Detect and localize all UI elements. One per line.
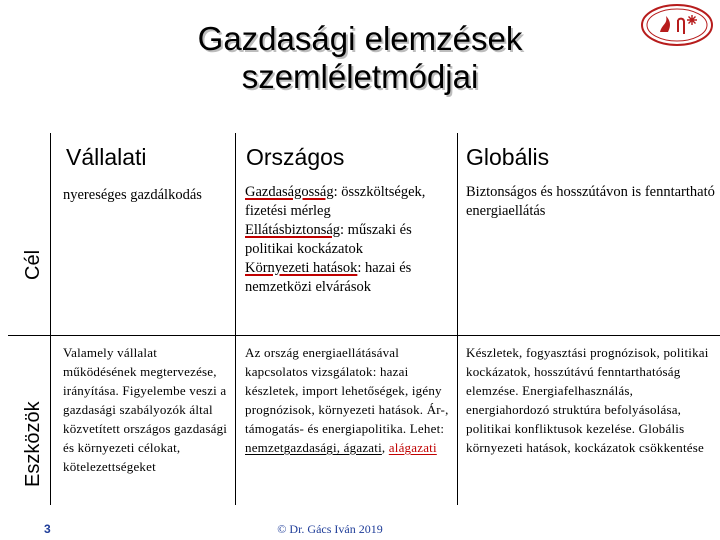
goal-national-term-environment: Környezeti hatások	[245, 260, 358, 276]
tools-global-cell: Készletek, fogyasztási prognózisok, politikai kockázatok, hosszútávú fenntarthatóság elemzése. Energiafelhasználás, energiahordozó struktúra befolyásolása, politikai konfliktusok kezelése. Globális környezeti hatások, kockázatok csökkentése	[466, 345, 709, 455]
tools-national-text: Az ország energiaellátásával kapcsolatos vizsgálatok: hazai készletek, import lehetőségek, igény prognózisok, környezeti hatások. Ár-, támogatás- és energiapolitika. Lehet:	[245, 345, 449, 436]
title-line-2: szemléletmódjai	[241, 58, 479, 95]
slide-title	[120, 20, 600, 96]
goal-national-desc-environment: : hazai és nemzetközi elvárások	[245, 260, 412, 295]
goal-national-cell	[245, 183, 455, 297]
tools-national-cell	[245, 343, 453, 457]
tools-national-level-subsector: alágazati	[388, 440, 437, 455]
table-divider	[457, 133, 458, 505]
tools-national-separator: ,	[381, 440, 389, 455]
university-logo-icon	[640, 2, 714, 48]
title-line-1: Gazdasági elemzések	[197, 20, 523, 57]
column-header-global: Globális	[466, 144, 550, 170]
tools-national-level-economy: nemzetgazdasági, ágazati	[245, 440, 382, 455]
copyright-footer: © Dr. Gács Iván 2019	[277, 522, 383, 536]
goal-national-desc-economy: : összköltségek, fizetési mérleg	[245, 184, 426, 219]
column-header-national: Országos	[246, 144, 345, 170]
row-label-tools: Eszközök	[22, 401, 44, 487]
goal-national-desc-security: : műszaki és politikai kockázatok	[245, 222, 412, 257]
table-divider	[235, 133, 236, 505]
row-label-goal: Cél	[22, 249, 44, 280]
goal-national-term-security: Ellátásbiztonság	[245, 222, 341, 238]
goal-national-term-economy: Gazdaságosság	[245, 184, 334, 200]
table-divider	[8, 335, 720, 336]
table-divider	[50, 133, 51, 505]
goal-company-cell: nyereséges gazdálkodás	[63, 187, 202, 203]
page-number: 3	[44, 522, 51, 536]
goal-global-cell: Biztonságos és hosszútávon is fenntartható energiaellátás	[466, 184, 715, 219]
tools-company-cell: Valamely vállalat működésének megtervezése, irányítása. Figyelembe veszi a gazdasági szabályozók által közvetített országos gazdasági és környezeti célokat, kötelezettségeket	[63, 345, 228, 474]
column-header-company: Vállalati	[66, 144, 147, 170]
